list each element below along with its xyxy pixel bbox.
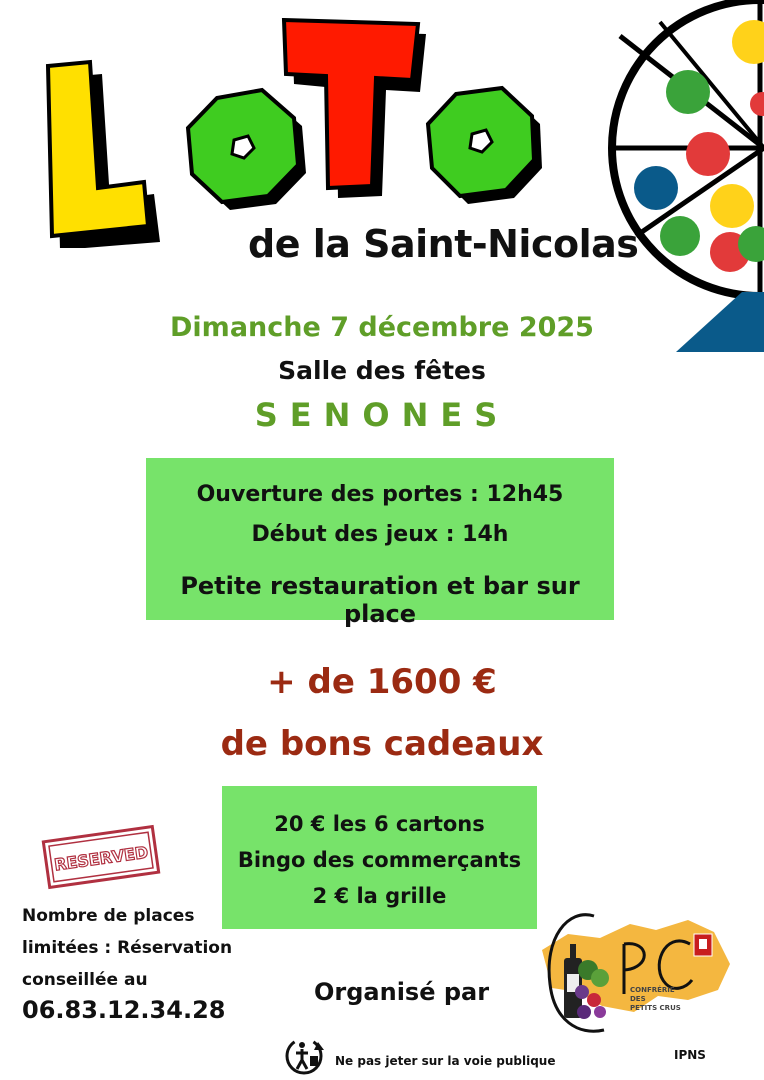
no-litter-notice: Ne pas jeter sur la voie publique bbox=[335, 1054, 556, 1068]
cpc-name-2: DES bbox=[630, 995, 646, 1003]
reserved-stamp-icon bbox=[38, 822, 164, 892]
event-city: SENONES bbox=[254, 396, 510, 434]
reservation-phone[interactable]: 06.83.12.34.28 bbox=[22, 996, 226, 1024]
schedule-box bbox=[146, 458, 614, 628]
start-time: Début des jeux : 14h bbox=[251, 522, 509, 547]
grid-price: 2 € la grille bbox=[312, 884, 447, 908]
reserved-stamp-text: RESERVED bbox=[53, 842, 150, 875]
subtitle: de la Saint-Nicolas bbox=[248, 222, 639, 266]
bingo-wheel-icon bbox=[580, 0, 764, 352]
reservation-line-1: Nombre de places bbox=[22, 906, 195, 926]
reservation-line-2: limitées : Réservation bbox=[22, 938, 233, 958]
pricing-box bbox=[222, 786, 537, 929]
cpc-logo-icon bbox=[538, 908, 734, 1040]
prize-amount: + de 1600 € bbox=[267, 662, 497, 702]
food-info: Petite restauration et bar sur place bbox=[180, 572, 580, 628]
bingo-info: Bingo des commerçants bbox=[237, 848, 522, 872]
cards-price: 20 € les 6 cartons bbox=[274, 812, 485, 836]
loto-title bbox=[40, 18, 580, 248]
reservation-line-3: conseillée au bbox=[22, 970, 148, 990]
letter-o-first bbox=[188, 90, 306, 210]
prize-label: de bons cadeaux bbox=[220, 724, 544, 764]
recycle-person-icon bbox=[284, 1036, 328, 1076]
letter-l bbox=[48, 62, 160, 248]
organizer-label: Organisé par bbox=[314, 978, 490, 1006]
cpc-name-1: CONFRÉRIE bbox=[630, 986, 675, 994]
letter-o-second bbox=[428, 88, 542, 204]
cpc-name-3: PETITS CRUS bbox=[630, 1004, 681, 1012]
ipns-label: IPNS bbox=[674, 1048, 706, 1062]
event-date: Dimanche 7 décembre 2025 bbox=[170, 312, 594, 343]
event-venue: Salle des fêtes bbox=[278, 356, 486, 385]
opening-time: Ouverture des portes : 12h45 bbox=[196, 482, 564, 507]
